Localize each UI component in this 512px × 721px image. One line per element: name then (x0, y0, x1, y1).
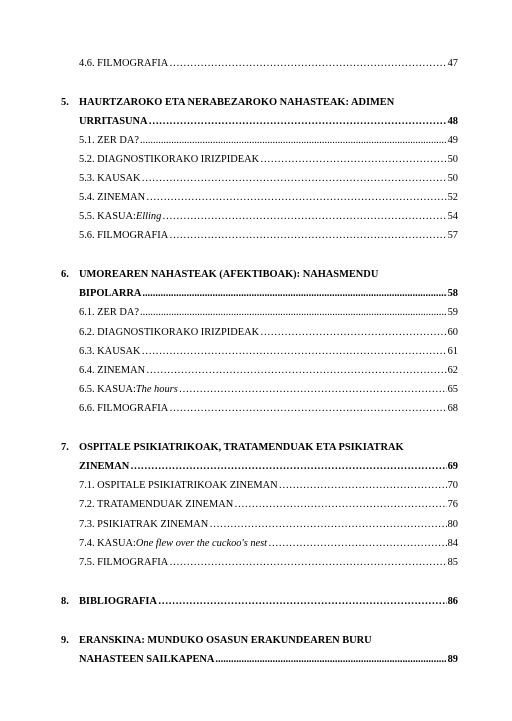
toc-entry[interactable] (79, 479, 458, 493)
toc-entry[interactable] (79, 153, 458, 167)
toc-entry-title: URRITASUNA (79, 116, 148, 127)
toc-entry-title: 5.2. DIAGNOSTIKORAKO IRIZPIDEAK (79, 154, 260, 165)
toc-entry[interactable] (79, 134, 458, 148)
toc-entry-title: 5.3. KAUSAK (79, 173, 141, 184)
dot-leader (140, 134, 447, 148)
toc-entry-title: 5.4. ZINEMAN (79, 192, 146, 203)
section-heading[interactable] (79, 634, 372, 648)
section-number: 9. (61, 635, 69, 646)
dot-leader (234, 498, 446, 512)
toc-entry[interactable] (79, 537, 458, 551)
toc-entry-title: 5.5. KASUA: (79, 211, 136, 222)
toc-entry[interactable] (79, 172, 458, 186)
dot-leader (268, 537, 447, 551)
dot-leader (209, 518, 446, 532)
toc-entry[interactable] (79, 287, 458, 301)
toc-entry[interactable] (79, 364, 458, 378)
toc-page-number: 85 (447, 557, 458, 568)
toc-entry[interactable] (79, 595, 458, 609)
toc-entry-title: 7.2. TRATAMENDUAK ZINEMAN (79, 499, 234, 510)
toc-entry-title: BIBLIOGRAFIA (79, 596, 157, 607)
toc-page-number: 60 (447, 327, 458, 338)
dot-leader (260, 153, 447, 167)
toc-entry-title: 6.2. DIAGNOSTIKORAKO IRIZPIDEAK (79, 327, 260, 338)
dot-leader (140, 306, 447, 320)
toc-entry[interactable] (79, 229, 458, 243)
toc-entry-title: 6.4. ZINEMAN (79, 365, 146, 376)
section-heading[interactable] (79, 96, 394, 110)
toc-page-number: 58 (447, 288, 458, 299)
dot-leader (146, 364, 447, 378)
toc-page-number: 68 (447, 403, 458, 414)
toc-entry[interactable] (79, 556, 458, 570)
toc-page-number: 50 (447, 154, 458, 165)
toc-page-number: 57 (447, 230, 458, 241)
toc-entry[interactable] (79, 210, 458, 224)
film-title: Elling (135, 211, 162, 222)
toc-page-number: 52 (447, 192, 458, 203)
dot-leader (162, 210, 446, 224)
toc-entry-title: NAHASTEEN SAILKAPENA (79, 654, 215, 665)
toc-entry-title: 4.6. FILMOGRAFIA (79, 58, 169, 69)
toc-entry-title: 6.5. KASUA: (79, 384, 136, 395)
section-title: ERANSKINA: MUNDUKO OSASUN ERAKUNDEAREN BURU (79, 635, 372, 646)
section-number: 8. (61, 596, 69, 607)
section-number: 7. (61, 442, 69, 453)
dot-leader (169, 402, 446, 416)
toc-page-number: 65 (447, 384, 458, 395)
dot-leader (149, 115, 447, 129)
section-heading[interactable] (79, 268, 378, 282)
toc-entry-title: 6.3. KAUSAK (79, 346, 141, 357)
toc-entry[interactable] (79, 326, 458, 340)
toc-entry-title: 6.1. ZER DA? (79, 307, 140, 318)
toc-entry[interactable] (79, 653, 458, 667)
toc-entry-title: 7.5. FILMOGRAFIA (79, 557, 169, 568)
toc-entry[interactable] (79, 57, 458, 71)
toc-page-number: 47 (447, 58, 458, 69)
dot-leader (169, 556, 446, 570)
toc-page-number: 80 (447, 519, 458, 530)
toc-entry-title: 5.6. FILMOGRAFIA (79, 230, 169, 241)
toc-entry[interactable] (79, 383, 458, 397)
dot-leader (260, 326, 447, 340)
toc-entry[interactable] (79, 402, 458, 416)
toc-page-number: 62 (447, 365, 458, 376)
dot-leader (142, 287, 446, 301)
toc-page-number: 59 (447, 307, 458, 318)
film-title: The hours (135, 384, 178, 395)
toc-entry[interactable] (79, 460, 458, 474)
toc-page-number: 89 (447, 654, 458, 665)
dot-leader (279, 479, 447, 493)
toc-page-number: 49 (447, 135, 458, 146)
section-heading[interactable] (79, 441, 404, 455)
section-title: UMOREAREN NAHASTEAK (AFEKTIBOAK): NAHASMENDU (79, 269, 379, 280)
dot-leader (146, 191, 447, 205)
section-title: OSPITALE PSIKIATRIKOAK, TRATAMENDUAK ETA PSIKIATRAK (79, 442, 404, 453)
toc-page-number: 86 (447, 596, 458, 607)
toc-page-number: 76 (447, 499, 458, 510)
toc-entry-title: 6.6. FILMOGRAFIA (79, 403, 169, 414)
dot-leader (169, 229, 446, 243)
toc-entry-title: BIPOLARRA (79, 288, 142, 299)
toc-page-number: 61 (447, 346, 458, 357)
toc-page-number: 70 (447, 480, 458, 491)
section-number: 5. (61, 97, 69, 108)
toc-page-number: 84 (447, 538, 458, 549)
toc-entry[interactable] (79, 306, 458, 320)
toc-page-number: 50 (447, 173, 458, 184)
toc-entry-title: 5.1. ZER DA? (79, 135, 140, 146)
dot-leader (215, 653, 446, 667)
dot-leader (130, 460, 446, 474)
section-title: HAURTZAROKO ETA NERABEZAROKO NAHASTEAK: ADIMEN (79, 97, 395, 108)
toc-entry[interactable] (79, 498, 458, 512)
toc-entry-title: 7.1. OSPITALE PSIKIATRIKOAK ZINEMAN (79, 480, 278, 491)
toc-entry-title: 7.4. KASUA: (79, 538, 136, 549)
dot-leader (141, 345, 446, 359)
dot-leader (158, 595, 447, 609)
toc-page-number: 69 (447, 461, 458, 472)
toc-entry[interactable] (79, 345, 458, 359)
dot-leader (179, 383, 447, 397)
section-number: 6. (61, 269, 69, 280)
dot-leader (169, 57, 446, 71)
film-title: One flew over the cuckoo's nest (135, 538, 268, 549)
dot-leader (141, 172, 446, 186)
toc-entry-title: 7.3. PSIKIATRAK ZINEMAN (79, 519, 209, 530)
toc-entry[interactable] (79, 518, 458, 532)
toc-entry-title: ZINEMAN (79, 461, 130, 472)
toc-entry[interactable] (79, 191, 458, 205)
toc-page-number: 48 (447, 116, 458, 127)
toc-entry[interactable] (79, 115, 458, 129)
toc-page-number: 54 (447, 211, 458, 222)
